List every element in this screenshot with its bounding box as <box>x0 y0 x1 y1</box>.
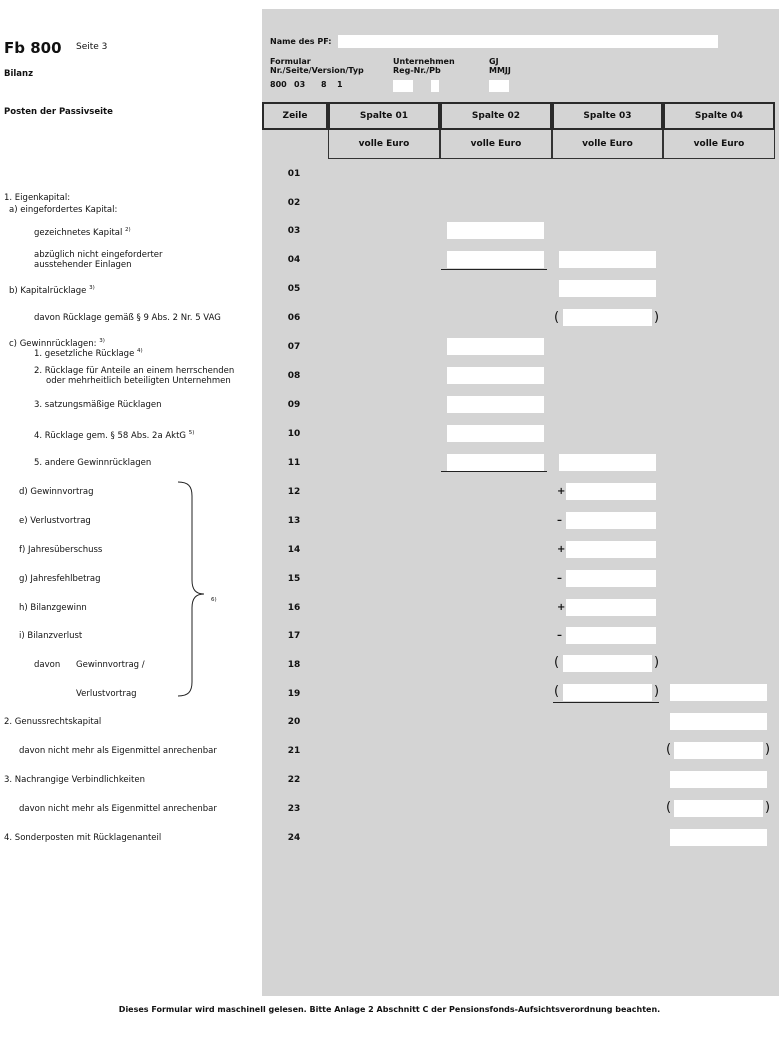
spalte-04-header: Spalte 04 <box>663 102 775 130</box>
close-paren: ) <box>765 800 771 815</box>
input-r05-c03[interactable] <box>559 280 656 297</box>
input-r20-c04[interactable] <box>670 713 767 730</box>
input-r21-c04[interactable] <box>674 742 763 759</box>
pb-input[interactable] <box>431 80 439 92</box>
row-number: 23 <box>287 804 301 814</box>
row-label: 3. satzungsmäßige Rücklagen <box>34 400 162 410</box>
row-label: abzüglich nicht eingeforderter <box>34 250 163 260</box>
input-r11-c03[interactable] <box>559 454 656 471</box>
row-label: 5. andere Gewinnrücklagen <box>34 458 152 468</box>
row-label: e) Verlustvortrag <box>19 516 91 526</box>
mmjj-label: MMJJ <box>489 66 511 75</box>
open-paren: ( <box>666 800 672 815</box>
row-label: davon <box>34 660 61 670</box>
formular-nr: 800 <box>270 80 287 89</box>
input-r08-c02[interactable] <box>447 367 544 384</box>
input-r19-c04[interactable] <box>670 684 767 701</box>
form-id: Fb 800 <box>4 39 62 57</box>
row-number: 24 <box>287 833 301 843</box>
name-input[interactable] <box>338 35 718 48</box>
row-number: 21 <box>287 746 301 756</box>
row-label: ausstehender Einlagen <box>34 260 132 270</box>
gj-label: GJ <box>489 57 499 66</box>
close-paren: ) <box>654 655 660 670</box>
row-number: 17 <box>287 631 301 641</box>
brace-footnote: 6) <box>211 597 217 603</box>
name-label: Name des PF: <box>270 37 332 46</box>
formular-sub-label: Nr./Seite/Version/Typ <box>270 66 364 75</box>
row-number: 02 <box>287 198 301 208</box>
input-r12-c03[interactable] <box>566 483 656 500</box>
row-number: 16 <box>287 603 301 613</box>
close-paren: ) <box>654 310 660 325</box>
subtotal-line <box>441 269 547 270</box>
input-r15-c03[interactable] <box>566 570 656 587</box>
row-number: 11 <box>287 458 301 468</box>
unternehmen-label: Unternehmen <box>393 57 455 66</box>
spalte-04-unit: volle Euro <box>663 130 775 159</box>
zeile-header: Zeile <box>262 102 328 130</box>
open-paren: ( <box>666 742 672 757</box>
subtotal-line <box>553 702 659 703</box>
row-label: gezeichnetes Kapital $^{2)}$ <box>34 227 131 238</box>
regnr-label: Reg-Nr./Pb <box>393 66 441 75</box>
input-r13-c03[interactable] <box>566 512 656 529</box>
row-number: 15 <box>287 574 301 584</box>
plus-sign: + <box>557 544 566 555</box>
row-label: davon nicht mehr als Eigenmittel anrechenbar <box>19 746 217 756</box>
minus-sign: – <box>557 630 562 641</box>
row-label: i) Bilanzverlust <box>19 631 83 641</box>
row-number: 13 <box>287 516 301 526</box>
row-label: 3. Nachrangige Verbindlichkeiten <box>4 775 145 785</box>
row-number: 05 <box>287 284 301 294</box>
spalte-03-unit: volle Euro <box>552 130 663 159</box>
open-paren: ( <box>554 655 560 670</box>
row-label: davon Rücklage gemäß § 9 Abs. 2 Nr. 5 VAG <box>34 313 221 323</box>
input-r22-c04[interactable] <box>670 771 767 788</box>
row-number: 12 <box>287 487 301 497</box>
regnr-input[interactable] <box>393 80 413 92</box>
close-paren: ) <box>765 742 771 757</box>
input-r17-c03[interactable] <box>566 627 656 644</box>
input-r06-c03[interactable] <box>563 309 652 326</box>
input-r07-c02[interactable] <box>447 338 544 355</box>
formular-version: 8 <box>321 80 327 89</box>
row-label: 2. Genussrechtskapital <box>4 717 102 727</box>
spalte-02-unit: volle Euro <box>440 130 552 159</box>
row-label: Verlustvortrag <box>76 689 137 699</box>
row-label: b) Kapitalrücklage $^{3)}$ <box>9 285 95 296</box>
row-number: 18 <box>287 660 301 670</box>
row-number: 10 <box>287 429 301 439</box>
subtotal-line <box>441 471 547 472</box>
input-r18-c03[interactable] <box>563 655 652 672</box>
form-subject: Bilanz <box>4 69 34 79</box>
row-label: oder mehrheitlich beteiligten Unternehmen <box>46 376 231 386</box>
formular-typ: 1 <box>337 80 343 89</box>
row-label: c) Gewinnrücklagen: $^{3)}$ <box>9 338 105 349</box>
minus-sign: – <box>557 573 562 584</box>
row-number: 07 <box>287 342 301 352</box>
input-r09-c02[interactable] <box>447 396 544 413</box>
section-title: Posten der Passivseite <box>4 107 113 117</box>
row-number: 04 <box>287 255 301 265</box>
row-label: 4. Sonderposten mit Rücklagenanteil <box>4 833 162 843</box>
row-label: davon nicht mehr als Eigenmittel anrechenbar <box>19 804 217 814</box>
input-r04-c03[interactable] <box>559 251 656 268</box>
open-paren: ( <box>554 684 560 699</box>
spalte-02-header: Spalte 02 <box>440 102 552 130</box>
spalte-01-header: Spalte 01 <box>328 102 440 130</box>
input-r19-c03[interactable] <box>563 684 652 701</box>
row-label: 1. Eigenkapital: <box>4 193 71 203</box>
row-label: f) Jahresüberschuss <box>19 545 103 555</box>
footer-note: Dieses Formular wird maschinell gelesen. Bitte Anlage 2 Abschnitt C der Pensionsfonds-Aufsichtsverordnung beachten. <box>118 1005 661 1014</box>
row-number: 03 <box>287 226 301 236</box>
spalte-01-unit: volle Euro <box>328 130 440 159</box>
page-number: Seite 3 <box>76 42 108 52</box>
row-number: 14 <box>287 545 301 555</box>
spalte-03-header: Spalte 03 <box>552 102 663 130</box>
input-r14-c03[interactable] <box>566 541 656 558</box>
input-r10-c02[interactable] <box>447 425 544 442</box>
row-label: Gewinnvortrag / <box>76 660 145 670</box>
input-r03-c02[interactable] <box>447 222 544 239</box>
row-label: 4. Rücklage gem. § 58 Abs. 2a AktG $^{5)}$ <box>34 430 195 441</box>
row-number: 09 <box>287 400 301 410</box>
input-r11-c02[interactable] <box>447 454 544 471</box>
formular-seite: 03 <box>294 80 306 89</box>
row-label: h) Bilanzgewinn <box>19 603 87 613</box>
row-number: 20 <box>287 717 301 727</box>
plus-sign: + <box>557 602 566 613</box>
close-paren: ) <box>654 684 660 699</box>
formular-label: Formular <box>270 57 311 66</box>
row-label: 1. gesetzliche Rücklage $^{4)}$ <box>34 348 143 359</box>
row-label: g) Jahresfehlbetrag <box>19 574 101 584</box>
input-r24-c04[interactable] <box>670 829 767 846</box>
row-number: 08 <box>287 371 301 381</box>
row-number: 19 <box>287 689 301 699</box>
brace-icon <box>172 480 212 698</box>
gj-input[interactable] <box>489 80 509 92</box>
minus-sign: – <box>557 515 562 526</box>
row-label: 2. Rücklage für Anteile an einem herrschenden <box>34 366 235 376</box>
input-r04-c02[interactable] <box>447 251 544 268</box>
open-paren: ( <box>554 310 560 325</box>
row-number: 01 <box>287 169 301 179</box>
input-r23-c04[interactable] <box>674 800 763 817</box>
row-number: 22 <box>287 775 301 785</box>
row-label: d) Gewinnvortrag <box>19 487 94 497</box>
input-r16-c03[interactable] <box>566 599 656 616</box>
plus-sign: + <box>557 486 566 497</box>
row-label: a) eingefordertes Kapital: <box>9 205 118 215</box>
row-number: 06 <box>287 313 301 323</box>
